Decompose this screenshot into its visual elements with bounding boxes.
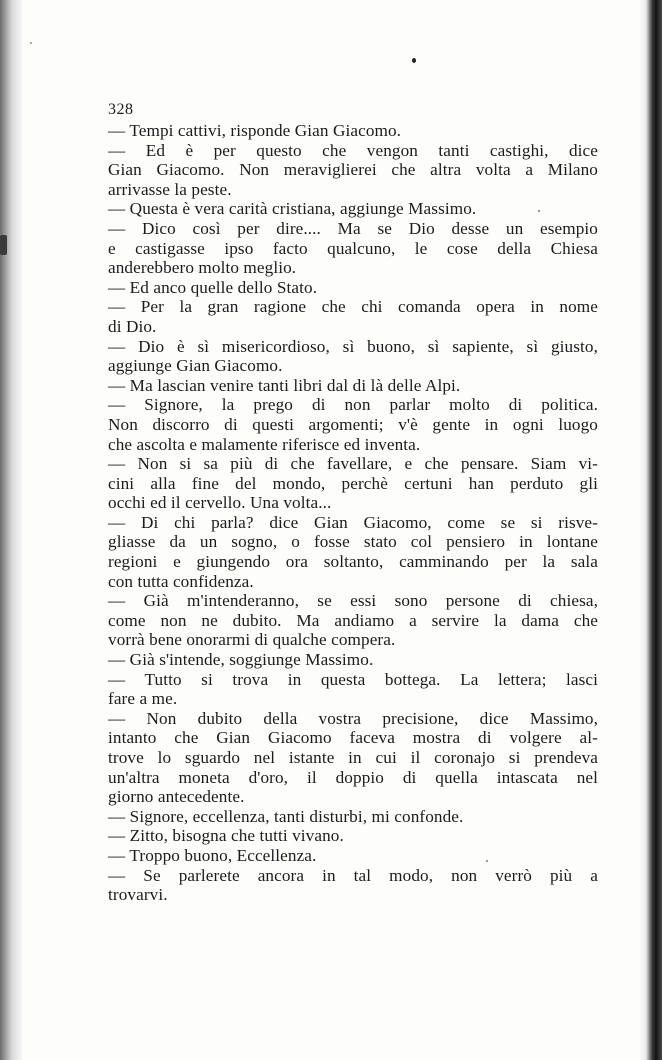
page-text [108,100,598,905]
text-line: un'altra moneta d'oro, il doppio di quella intascata nel [108,767,598,787]
text-line: — Non dubito della vostra precisione, dice Massimo, [108,708,598,728]
text-line: arrivasse la peste. [108,179,232,199]
text-line: — Ed anco quelle dello Stato. [108,277,318,297]
text-line: e castigasse ipso facto qualcuno, le cose della Chiesa [108,238,598,258]
text-line: regioni e giungendo ora soltanto, camminando per la sala [108,552,598,572]
text-line: trove lo sguardo nel istante in cui il coronajo si prendeva [108,748,598,767]
text-line: Gian Giacomo. Non meraviglierei che altra volta a Milano [108,160,598,180]
text-line: — Troppo buono, Eccellenza. [108,845,317,865]
text-line: Non discorro di questi argomenti; v'è gente in ogni luogo [108,414,598,434]
text-line: — Non si sa più di che favellare, e che pensare. Siam vi- [108,454,598,474]
text-line: intanto che Gian Giacomo faceva mostra di volgere al- [108,728,598,748]
text-line: con tutta confidenza. [108,571,254,591]
page-gutter-shadow [0,0,22,1060]
text-line: cini alla fine del mondo, perchè certuni han perduto gli [108,473,598,493]
text-line: — Signore, eccellenza, tanti disturbi, mi confonde. [108,806,464,826]
text-line: trovarvi. [108,885,168,905]
text-line: — Ed è per questo che vengon tanti castighi, dice [108,140,598,160]
text-line: — Dio è sì misericordioso, sì buono, sì sapiente, sì giusto, [108,336,598,356]
text-line: — Già s'intende, soggiunge Massimo. [108,650,374,670]
ink-speck [30,42,32,44]
text-line: di Dio. [108,316,157,336]
page-edge-shadow [638,0,662,1060]
page-number: 328 [108,101,134,118]
text-line: — Se parlerete ancora in tal modo, non verrò più a [108,865,598,885]
text-line: — Tempi cattivi, risponde Gian Giacomo. [108,121,402,140]
text-line: aggiunge Gian Giacomo. [108,356,283,376]
text-line: — Già m'intenderanno, se essi sono persone di chiesa, [108,591,598,611]
text-line: giorno antecedente. [108,787,245,807]
text-line: — Di chi parla? dice Gian Giacomo, come se si risve- [108,512,598,532]
text-line: anderebbero molto meglio. [108,258,297,278]
text-line: gliasse da un sogno, o fosse stato col pensiero in lontane [108,532,598,552]
text-line: — Tutto si trova in questa bottega. La lettera; lasci [108,669,598,689]
text-line: che ascolta e malamente riferisce ed inventa. [108,434,421,454]
text-line: — Ma lascian venire tanti libri dal di là delle Alpi. [108,375,461,395]
text-line: — Questa è vera carità cristiana, aggiunge Massimo. [108,199,477,219]
ink-speck [412,58,416,63]
text-line: — Zitto, bisogna che tutti vivano. [108,826,344,846]
text-line: fare a me. [108,689,178,709]
text-line: vorrà bene onorarmi di qualche compera. [108,630,396,650]
text-line: come non ne dubito. Ma andiamo a servire la dama che [108,610,598,630]
text-line: occhi ed il cervello. Una volta... [108,493,332,513]
text-line: — Signore, la prego di non parlar molto di politica. [108,395,598,415]
text-line: — Dico così per dire.... Ma se Dio desse un esempio [108,218,598,238]
text-lines [108,121,598,905]
binding-mark [0,235,7,255]
text-line: — Per la gran ragione che chi comanda opera in nome [108,297,598,317]
